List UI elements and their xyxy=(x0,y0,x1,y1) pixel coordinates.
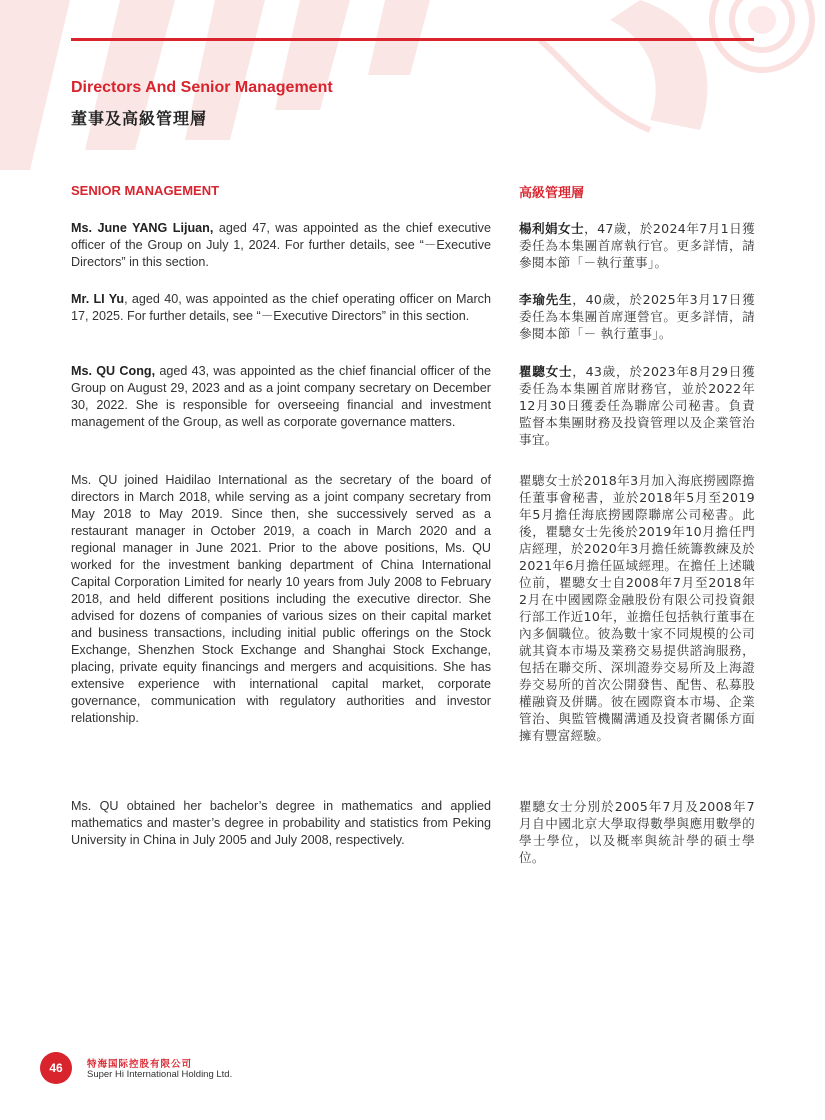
person-name: Ms. June YANG Lijuan, xyxy=(71,221,214,235)
bio-li-en xyxy=(71,291,491,325)
person-name-chinese: 瞿驄女士 xyxy=(519,364,573,379)
bio-text: aged 47, was appointed as the chief executive officer of the Group on July 1, 2024. For further details, see “－Executive Directors” in this section. xyxy=(71,221,491,269)
bio-text: aged 43, was appointed as the chief financial officer of the Group on August 29, 2023 and as a joint company secretary on December 30, 2022. She is responsible for overseeing financial and investment management of the Group, as well as corporate governance matters. xyxy=(71,364,491,429)
bio-text-chinese: 瞿驄女士於2018年3月加入海底撈國際擔任董事會秘書，並於2018年5月至2019年5月擔任海底撈國際聯席公司秘書。此後，瞿驄女士先後於2019年10月擔任門店經理，於2020年3月擔任統籌教練及於2021年6月擔任區域經理。在擔任上述職位前，瞿驄女士自2008年7月至2018年2月在中國國際金融股份有限公司投資銀行部工作近10年，並擔任包括執行董事在內多個職位。彼為數十家不同規模的公司就其資本市場及業務交易提供諮詢服務，包括在聯交所、深圳證券交易所及上海證券交易所的首次公開發售、配售、私募股權融資及併購。彼在國際資本市場、企業管治、與監管機關溝通及投資者關係方面擁有豐富經驗。 xyxy=(519,473,755,743)
bio-text-chinese: ，43歲，於2023年8月29日獲委任為本集團首席財務官，並於2022年12月30日獲委任為聯席公司秘書。負責監督本集團財務及投資管理以及企業管治事宜。 xyxy=(519,364,755,447)
person-name: Ms. QU Cong, xyxy=(71,364,156,378)
page-title-chinese: 董事及高級管理層 xyxy=(71,109,208,128)
bio-text: Ms. QU obtained her bachelor’s degree in mathematics and applied mathematics and master’s degree in probability and statistics from Peking University in China in July 2005 and July 2008, respectively. xyxy=(71,799,491,847)
page-title: Directors And Senior Management xyxy=(71,79,333,96)
section-heading: SENIOR MANAGEMENT xyxy=(71,183,220,198)
bio-text-chinese: 瞿驄女士分別於2005年7月及2008年7月自中國北京大學取得數學與應用數學的學士學位，以及概率與統計學的碩士學位。 xyxy=(519,799,755,865)
page-number: 46 xyxy=(40,1052,72,1084)
bio-text: Ms. QU joined Haidilao International as the secretary of the board of directors in March 2018, while serving as a joint company secretary from May 2018 to May 2019. Since then, she successively served as a restaurant manager in October 2019, a coach in March 2020 and a regional manager in June 2021. Prior to the above positions, Ms. QU worked for the investment banking department of China International Capital Corporation Limited for nearly 10 years from July 2008 to February 2018, and held different positions including the executive director. She advised for dozens of companies of various sizes on their capital market and business transactions, including initial public offerings on the Stock Exchange, Shenzhen Stock Exchange and Shanghai Stock Exchange, placing, private equity financings and mergers and acquisitions. She has extensive experience with international capital market, corporate governance, communication with regulatory authorities and investor relationship. xyxy=(71,473,491,725)
bio-yang-zh xyxy=(519,220,755,271)
person-name-chinese: 楊利娟女士 xyxy=(519,221,585,236)
bio-text: , aged 40, was appointed as the chief operating officer on March 17, 2025. For further details, see “－Executive Directors” in this section. xyxy=(71,292,491,323)
person-name: Mr. LI Yu xyxy=(71,292,125,306)
bio-qu-education-en xyxy=(71,798,491,849)
header-rule xyxy=(71,38,754,41)
footer-company-english: Super Hi International Holding Ltd. xyxy=(87,1069,233,1080)
person-name-chinese: 李瑜先生 xyxy=(519,292,573,307)
bio-qu-en xyxy=(71,363,491,431)
bio-text-chinese: ，47歲，於2024年7月1日獲委任為本集團首席執行官。更多詳情，請參閱本節「－執行董事」。 xyxy=(519,221,756,270)
bio-qu-education-zh xyxy=(519,798,755,866)
section-heading-chinese: 高級管理層 xyxy=(519,186,585,201)
bio-text-chinese: ，40歲，於2025年3月17日獲委任為本集團首席運營官。更多詳情，請參閱本節「－ 執行董事」。 xyxy=(519,292,755,341)
bio-qu-career-en xyxy=(71,472,491,727)
bio-yang-en xyxy=(71,220,491,271)
bio-li-zh xyxy=(519,291,755,342)
bio-qu-zh xyxy=(519,363,755,448)
footer-company-chinese: 特海国际控股有限公司 xyxy=(87,1059,193,1070)
bio-qu-career-zh xyxy=(519,472,755,744)
